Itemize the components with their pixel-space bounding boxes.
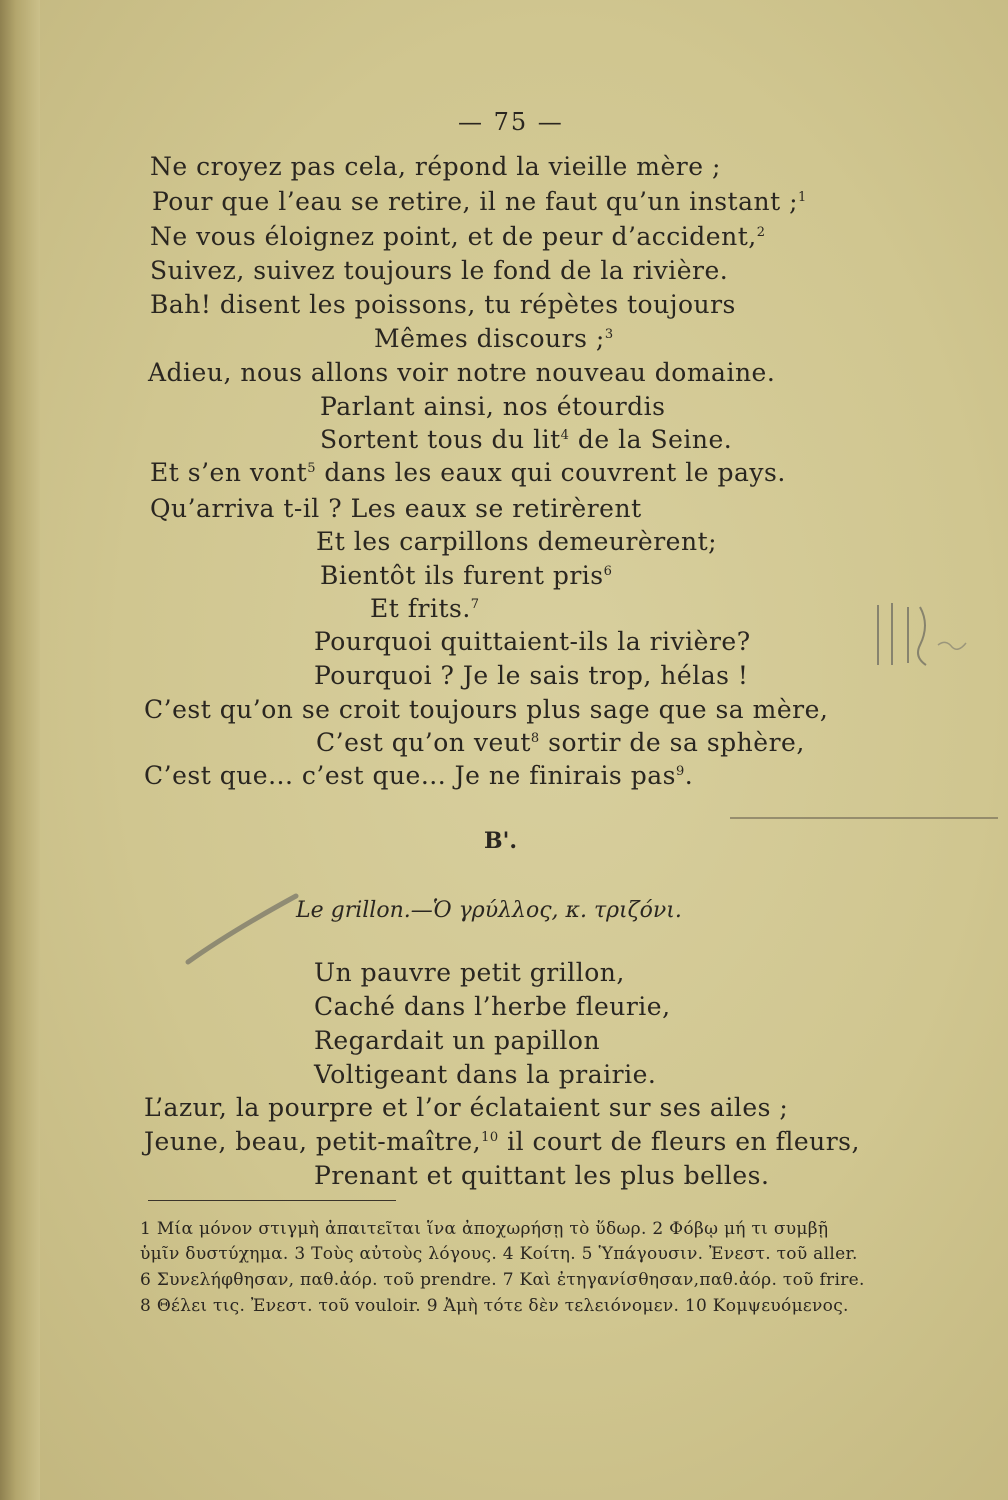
poem1-line-13: Bientôt ils furent pris$^6$	[320, 561, 613, 590]
poem1-line-2: Pour que l’eau se retire, il ne faut qu’un instant ;$^1$	[152, 187, 807, 216]
poem1-line-18: C’est qu’on veut$^8$ sortir de sa sphère,	[316, 728, 805, 757]
poem2-line-2: Caché dans l’herbe fleurie,	[314, 992, 671, 1021]
poem1-line-10: Et s’en vont$^5$ dans les eaux qui couvrent le pays.	[150, 458, 786, 487]
poem2-title: Le grillon.—Ὁ γρύλλος, κ. τριζόνι.	[296, 898, 682, 923]
footnote-rule	[148, 1200, 396, 1201]
poem1-line-3: Ne vous éloignez point, et de peur d’accident,$^2$	[150, 222, 766, 251]
poem1-line-14: Et frits.$^7$	[370, 594, 480, 623]
pencil-rule	[730, 817, 998, 819]
footnote-line-2: ὑμῖν δυστύχημα. 3 Τοὺς αὐτοὺς λόγους. 4 Κοίτη. 5 Ὑπάγουσιν. Ἐνεστ. τοῦ aller.	[140, 1244, 858, 1264]
poem2-line-7: Prenant et quittant les plus belles.	[314, 1161, 770, 1190]
poem2-line-3: Regardait un papillon	[314, 1026, 601, 1055]
poem1-line-11: Qu’arriva t-il ? Les eaux se retirèrent	[150, 494, 642, 523]
poem1-line-15: Pourquoi quittaient-ils la rivière?	[314, 627, 751, 656]
poem1-line-17: C’est qu’on se croit toujours plus sage que sa mère,	[144, 695, 829, 724]
page-number: — 75 —	[458, 108, 564, 136]
binding-gutter	[0, 0, 40, 1500]
poem1-line-1: Ne croyez pas cela, répond la vieille mère ;	[150, 152, 721, 181]
poem2-line-1: Un pauvre petit grillon,	[314, 958, 625, 987]
poem1-line-9: Sortent tous du lit$^4$ de la Seine.	[320, 425, 733, 454]
poem1-line-8: Parlant ainsi, nos étourdis	[320, 392, 666, 421]
poem1-line-12: Et les carpillons demeurèrent;	[316, 527, 718, 556]
footnote-line-3: 6 Συνελήφθησαν, παθ.ἀόρ. τοῦ prendre. 7 Καὶ ἐτηγανίσθησαν,παθ.ἀόρ. τοῦ frire.	[140, 1270, 865, 1290]
footnote-line-1: 1 Μία μόνον στιγμὴ ἀπαιτεῖται ἵνα ἀποχωρήσῃ τὸ ὕδωρ. 2 Φόβῳ μή τι συμβῇ	[140, 1219, 829, 1239]
pencil-stroke-mark	[180, 880, 310, 970]
poem1-line-7: Adieu, nous allons voir notre nouveau domaine.	[148, 358, 776, 387]
pencil-scribble-mark	[868, 595, 988, 675]
poem1-line-16: Pourquoi ? Je le sais trop, hélas !	[314, 661, 749, 690]
poem1-line-19: C’est que... c’est que... Je ne finirais pas$^9$.	[144, 761, 694, 790]
poem1-line-5: Bah! disent les poissons, tu répètes toujours	[150, 290, 736, 319]
poem2-line-4: Voltigeant dans la prairie.	[314, 1060, 657, 1089]
poem2-line-5: L’azur, la pourpre et l’or éclataient sur ses ailes ;	[144, 1093, 789, 1122]
poem1-line-6: Mêmes discours ;$^3$	[374, 324, 614, 353]
poem1-line-4: Suivez, suivez toujours le fond de la rivière.	[150, 256, 729, 285]
footnote-line-4: 8 Θέλει τις. Ἐνεστ. τοῦ vouloir. 9 Ἀμὴ τότε δὲν τελειόνομεν. 10 Κομψευόμενος.	[140, 1296, 849, 1316]
poem2-line-6: Jeune, beau, petit-maître,$^{10}$ il court de fleurs en fleurs,	[144, 1127, 860, 1156]
section-label: B'.	[484, 828, 517, 854]
